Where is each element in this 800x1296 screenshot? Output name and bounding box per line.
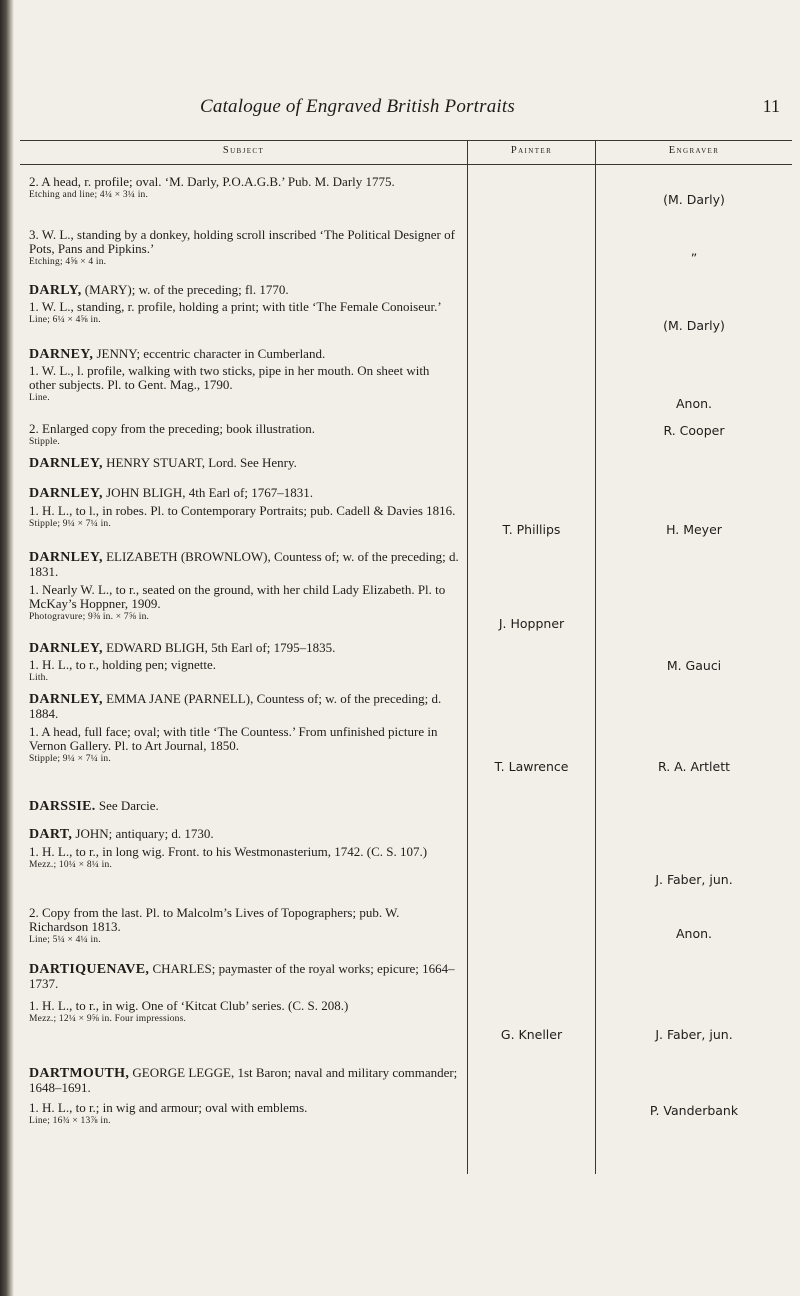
page-number: 11: [762, 96, 780, 116]
entry-measure: Etching and line; 4¼ × 3¼ in.: [29, 190, 149, 200]
entry: [29, 422, 459, 448]
subject-name: DARNLEY,: [29, 692, 103, 707]
entry-measure: Line.: [29, 393, 50, 403]
engraver-cell: M. Gauci: [666, 658, 722, 673]
entry: [29, 906, 459, 946]
catalogue-table: [20, 140, 792, 1240]
table-top-rule: [20, 140, 792, 141]
entry-text: 1. Nearly W. L., to r., seated on the ground, with her child Lady Elizabeth. Pl. to McKay’s Hoppner, 1909.: [29, 582, 446, 611]
subject-name: DART,: [29, 827, 73, 842]
subject-heading: [29, 550, 469, 579]
subject-name: DARNLEY,: [29, 641, 103, 656]
entry-text: 1. W. L., l. profile, walking with two sticks, pipe in her mouth. On sheet with other subjects. Pl. to Gent. Mag., 1790.: [29, 363, 430, 392]
subject-heading: [29, 962, 469, 991]
painter-cell: G. Kneller: [500, 1027, 563, 1042]
engraver-cell: (M. Darly): [663, 192, 725, 207]
entry-text: 1. H. L., to r.; in wig and armour; oval with emblems.: [29, 1100, 308, 1115]
entry-measure: Line; 5¼ × 4¼ in.: [29, 935, 101, 945]
entry-measure: Line; 16¾ × 13⅞ in.: [29, 1116, 111, 1126]
column-divider-engraver: [595, 140, 596, 1174]
subject-name: DARTMOUTH,: [29, 1066, 130, 1081]
painter-cell: T. Phillips: [502, 522, 561, 537]
column-header-painter: Painter: [510, 145, 553, 156]
subject-description: HENRY STUART, Lord. See Henry.: [106, 455, 297, 470]
subject-description: JOHN; antiquary; d. 1730.: [75, 826, 214, 841]
subject-description: JENNY; eccentric character in Cumberland.: [96, 346, 326, 361]
engraver-cell: Anon.: [675, 926, 713, 941]
entry: [29, 725, 459, 765]
entry-text: 1. H. L., to r., holding pen; vignette.: [29, 657, 217, 672]
entry: [29, 175, 459, 201]
engraver-cell: (M. Darly): [663, 318, 725, 333]
subject-description: See Darcie.: [98, 798, 159, 813]
entry-measure: Line; 6¼ × 4⅝ in.: [29, 315, 101, 325]
subject-heading: [29, 283, 469, 298]
entry-measure: Stipple; 9¼ × 7¼ in.: [29, 754, 111, 764]
entry-text: 1. H. L., to l., in robes. Pl. to Contemporary Portraits; pub. Cadell & Davies 1816.: [29, 503, 456, 518]
entry-text: 2. Copy from the last. Pl. to Malcolm’s Lives of Topographers; pub. W. Richardson 1813.: [29, 905, 400, 934]
entry-text: 1. H. L., to r., in wig. One of ‘Kitcat Club’ series. (C. S. 208.): [29, 998, 349, 1013]
subject-name: DARLY,: [29, 283, 82, 298]
subject-heading: [29, 641, 469, 656]
engraver-cell: J. Faber, jun.: [655, 1027, 733, 1042]
engraver-cell: J. Faber, jun.: [655, 872, 733, 887]
entry-measure: Lith.: [29, 673, 49, 683]
engraver-cell: „: [690, 243, 698, 258]
subject-heading: [29, 827, 469, 842]
entry-text: 3. W. L., standing by a donkey, holding scroll inscribed ‘The Political Designer of Pots, Pans and Pipkins.’: [29, 227, 455, 256]
subject-heading: [29, 1066, 469, 1095]
entry-measure: Photogravure; 9⅜ in. × 7⅝ in.: [29, 612, 150, 622]
subject-name: DARTIQUENAVE,: [29, 962, 150, 977]
engraver-cell: H. Meyer: [666, 522, 722, 537]
entry-text: 1. A head, full face; oval; with title ‘The Countess.’ From unfinished picture in Vernon Gallery. Pl. to Art Journal, 1850.: [29, 724, 438, 753]
entry: [29, 228, 459, 268]
subject-heading: [29, 799, 469, 814]
entry-text: 1. W. L., standing, r. profile, holding a print; with title ‘The Female Conoiseur.’: [29, 299, 442, 314]
subject-description: CHARLES; paymaster of the royal works; epicure; 1664–1737.: [29, 961, 455, 991]
book-gutter-shadow: [0, 0, 14, 1296]
subject-description: EMMA JANE (PARNELL), Countess of; w. of the preceding; d. 1884.: [29, 691, 442, 721]
subject-heading: [29, 692, 469, 721]
entry-measure: Stipple.: [29, 437, 60, 447]
entry-text: 2. A head, r. profile; oval. ‘M. Darly, P.O.A.G.B.’ Pub. M. Darly 1775.: [29, 174, 395, 189]
subject-heading: [29, 486, 469, 501]
painter-cell: T. Lawrence: [494, 759, 569, 774]
engraver-cell: P. Vanderbank: [649, 1103, 739, 1118]
engraver-cell: R. Cooper: [663, 423, 725, 438]
page-header: [200, 96, 780, 122]
subject-description: GEORGE LEGGE, 1st Baron; naval and military commander; 1648–1691.: [29, 1065, 458, 1095]
entry-measure: Etching; 4⅝ × 4 in.: [29, 257, 107, 267]
subject-name: DARNLEY,: [29, 550, 103, 565]
column-header-subject: Subject: [222, 145, 265, 156]
entry-measure: Stipple; 9¼ × 7¼ in.: [29, 519, 111, 529]
entry: [29, 999, 459, 1025]
subject-description: (MARY); w. of the preceding; fl. 1770.: [84, 282, 289, 297]
subject-name: DARSSIE.: [29, 799, 96, 814]
entry-measure: Mezz.; 12¼ × 9⅝ in. Four impressions.: [29, 1014, 187, 1024]
subject-description: ELIZABETH (BROWNLOW), Countess of; w. of the preceding; d. 1831.: [29, 549, 459, 579]
entry: [29, 583, 459, 623]
subject-heading: [29, 456, 469, 471]
subject-description: EDWARD BLIGH, 5th Earl of; 1795–1835.: [106, 640, 336, 655]
subject-description: JOHN BLIGH, 4th Earl of; 1767–1831.: [106, 485, 313, 500]
engraver-cell: Anon.: [675, 396, 713, 411]
painter-cell: J. Hoppner: [498, 616, 565, 631]
subject-name: DARNLEY,: [29, 456, 103, 471]
entry: [29, 845, 459, 871]
entry: [29, 504, 459, 530]
running-title: Catalogue of Engraved British Portraits: [200, 96, 515, 117]
entry: [29, 658, 459, 684]
entry-measure: Mezz.; 10¼ × 8¼ in.: [29, 860, 113, 870]
entry: [29, 1101, 459, 1127]
table-header-rule: [20, 164, 792, 165]
entry: [29, 300, 459, 326]
engraver-cell: R. A. Artlett: [657, 759, 731, 774]
entry: [29, 364, 459, 404]
entry-text: 1. H. L., to r., in long wig. Front. to his Westmonasterium, 1742. (C. S. 107.): [29, 844, 428, 859]
subject-name: DARNEY,: [29, 347, 94, 362]
subject-name: DARNLEY,: [29, 486, 103, 501]
entry-text: 2. Enlarged copy from the preceding; book illustration.: [29, 421, 316, 436]
column-header-engraver: Engraver: [668, 145, 720, 156]
subject-heading: [29, 347, 469, 362]
